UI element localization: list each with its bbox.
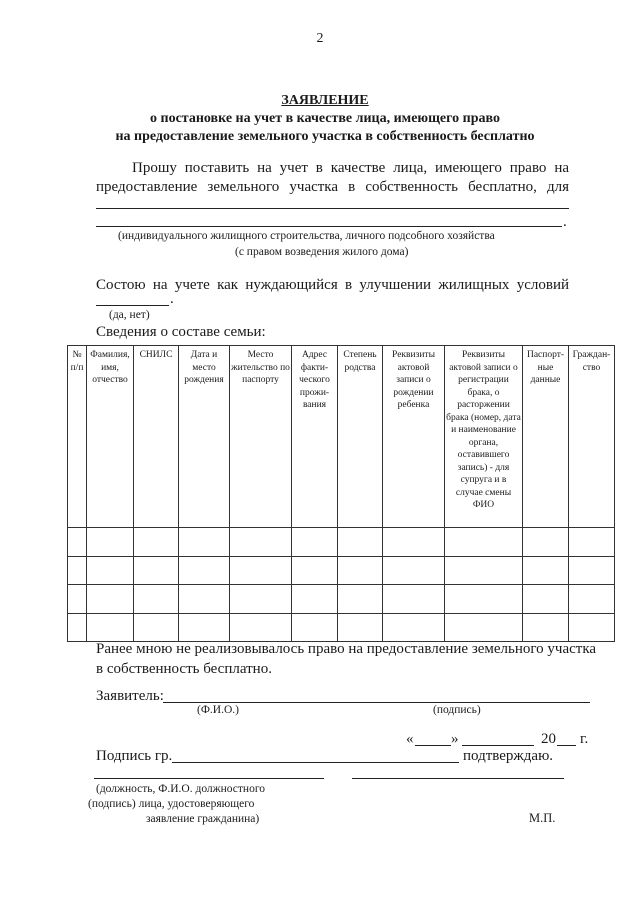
official-signature-line[interactable] bbox=[352, 778, 564, 779]
purpose-end-mark: . bbox=[563, 214, 567, 230]
previous-right-line-2: в собственность бесплатно. bbox=[96, 661, 272, 677]
table-cell[interactable] bbox=[523, 613, 569, 642]
table-row bbox=[68, 585, 615, 614]
table-cell[interactable] bbox=[68, 585, 87, 614]
table-cell[interactable] bbox=[383, 556, 445, 585]
table-cell[interactable] bbox=[569, 613, 615, 642]
table-cell[interactable] bbox=[87, 613, 134, 642]
document-subtitle-line-1: о постановке на учет в качестве лица, имеющего право bbox=[150, 111, 500, 126]
purpose-caption-2: (с правом возведения жилого дома) bbox=[235, 246, 409, 258]
applicant-signature-line[interactable] bbox=[163, 702, 590, 703]
table-cell[interactable] bbox=[230, 528, 292, 557]
table-cell[interactable] bbox=[569, 585, 615, 614]
table-cell[interactable] bbox=[523, 556, 569, 585]
official-caption-3: заявление гражданина) bbox=[146, 813, 260, 825]
table-cell[interactable] bbox=[230, 613, 292, 642]
table-cell[interactable] bbox=[383, 528, 445, 557]
purpose-caption-1: (индивидуального жилищного строительства, личного подсобного хозяйства bbox=[118, 230, 495, 242]
table-cell[interactable] bbox=[383, 585, 445, 614]
date-year-line[interactable] bbox=[557, 745, 576, 746]
column-header: № п/п bbox=[68, 346, 87, 528]
housing-status-text: Состою на учете как нуждающийся в улучшении жилищных условий bbox=[96, 277, 569, 293]
column-header: Место жительство по паспорту bbox=[230, 346, 292, 528]
document-title: ЗАЯВЛЕНИЕ bbox=[281, 93, 369, 108]
applicant-fio-caption: (Ф.И.О.) bbox=[197, 704, 239, 716]
table-cell[interactable] bbox=[134, 556, 179, 585]
table-row bbox=[68, 613, 615, 642]
applicant-label: Заявитель: bbox=[96, 688, 164, 704]
table-cell[interactable] bbox=[134, 585, 179, 614]
table-cell[interactable] bbox=[292, 556, 338, 585]
request-line-2: предоставление земельного участка в собственность бесплатно, для bbox=[96, 179, 569, 195]
table-cell[interactable] bbox=[230, 585, 292, 614]
column-header: Адрес факти-ческого прожи-вания bbox=[292, 346, 338, 528]
table-cell[interactable] bbox=[87, 528, 134, 557]
purpose-line-1[interactable] bbox=[96, 208, 569, 209]
date-month-line[interactable] bbox=[462, 745, 534, 746]
table-cell[interactable] bbox=[179, 613, 230, 642]
table-cell[interactable] bbox=[179, 556, 230, 585]
table-cell[interactable] bbox=[445, 528, 523, 557]
housing-status-end-mark: . bbox=[170, 291, 174, 307]
confirmation-name-line[interactable] bbox=[172, 762, 459, 763]
table-cell[interactable] bbox=[523, 585, 569, 614]
table-cell[interactable] bbox=[445, 585, 523, 614]
date-year-prefix: 20 bbox=[541, 731, 556, 747]
applicant-signature-caption: (подпись) bbox=[433, 704, 481, 716]
table-cell[interactable] bbox=[292, 585, 338, 614]
official-caption-2: (подпись) лица, удостоверяющего bbox=[88, 798, 255, 810]
table-cell[interactable] bbox=[179, 585, 230, 614]
table-cell[interactable] bbox=[338, 613, 383, 642]
table-row bbox=[68, 528, 615, 557]
date-open-quote: « bbox=[406, 731, 414, 747]
request-line-1: Прошу поставить на учет в качестве лица, имеющего право на bbox=[132, 160, 569, 176]
table-cell[interactable] bbox=[569, 528, 615, 557]
date-day-line[interactable] bbox=[415, 745, 451, 746]
table-cell[interactable] bbox=[338, 528, 383, 557]
column-header: Граждан-ство bbox=[569, 346, 615, 528]
table-cell[interactable] bbox=[569, 556, 615, 585]
table-cell[interactable] bbox=[445, 556, 523, 585]
table-header-row bbox=[68, 346, 615, 528]
purpose-line-2[interactable] bbox=[96, 226, 562, 227]
table-cell[interactable] bbox=[292, 613, 338, 642]
column-header: Дата и место рождения bbox=[179, 346, 230, 528]
document-subtitle-line-2: на предоставление земельного участка в собственность бесплатно bbox=[115, 129, 535, 144]
table-cell[interactable] bbox=[68, 613, 87, 642]
table-cell[interactable] bbox=[134, 613, 179, 642]
table-cell[interactable] bbox=[87, 556, 134, 585]
table-cell[interactable] bbox=[68, 556, 87, 585]
table-cell[interactable] bbox=[292, 528, 338, 557]
column-header: Фамилия, имя, отчество bbox=[87, 346, 134, 528]
previous-right-line-1: Ранее мною не реализовывалось право на предоставление земельного участка bbox=[96, 641, 597, 657]
family-heading: Сведения о составе семьи: bbox=[96, 324, 266, 340]
housing-status-caption: (да, нет) bbox=[109, 309, 150, 321]
table-cell[interactable] bbox=[338, 556, 383, 585]
table-cell[interactable] bbox=[338, 585, 383, 614]
confirmation-label: Подпись гр. bbox=[96, 748, 173, 764]
date-close-quote: » bbox=[451, 731, 459, 747]
confirmation-suffix: подтверждаю. bbox=[463, 748, 554, 764]
column-header: Реквизиты актовой записи о рождении ребенка bbox=[383, 346, 445, 528]
table-cell[interactable] bbox=[179, 528, 230, 557]
table-cell[interactable] bbox=[68, 528, 87, 557]
housing-status-answer-line[interactable] bbox=[96, 305, 169, 306]
stamp-place: М.П. bbox=[529, 811, 556, 825]
date-year-suffix: г. bbox=[580, 731, 589, 747]
table-cell[interactable] bbox=[134, 528, 179, 557]
column-header: Степень родства bbox=[338, 346, 383, 528]
table-cell[interactable] bbox=[87, 585, 134, 614]
table-cell[interactable] bbox=[445, 613, 523, 642]
table-row bbox=[68, 556, 615, 585]
page-number: 2 bbox=[316, 31, 324, 46]
column-header: СНИЛС bbox=[134, 346, 179, 528]
official-position-line[interactable] bbox=[94, 778, 324, 779]
official-caption-1: (должность, Ф.И.О. должностного bbox=[96, 783, 266, 795]
table-cell[interactable] bbox=[383, 613, 445, 642]
table-cell[interactable] bbox=[523, 528, 569, 557]
table-cell[interactable] bbox=[230, 556, 292, 585]
column-header: Паспорт-ные данные bbox=[523, 346, 569, 528]
column-header: Реквизиты актовой записи о регистрации брака, о расторжении брака (номер, дата и наименование органа, оставившего запись) - для супруга и в случае смены ФИО bbox=[445, 346, 523, 528]
family-table bbox=[67, 345, 615, 642]
